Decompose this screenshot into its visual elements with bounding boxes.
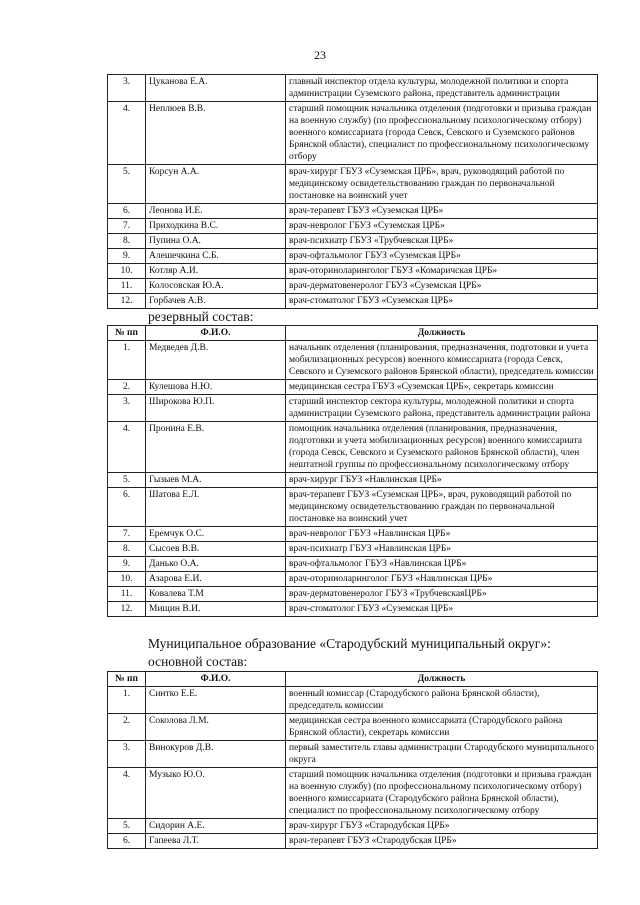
row-fio: Котляр А.И. <box>146 264 286 279</box>
row-position: врач-хирург ГБУЗ «Суземская ЦРБ», врач, руководящий работой по медицинскому освидетельствованию граждан по первоначальной постановке на воинский учет <box>286 165 598 204</box>
row-fio: Азарова Е.И. <box>146 572 286 587</box>
row-fio: Медведев Д.В. <box>146 341 286 380</box>
table-row <box>108 542 598 557</box>
row-position: главный инспектор отдела культуры, молодежной политики и спорта администрации Суземского района, представитель администрации <box>286 75 598 102</box>
row-number: 5. <box>108 819 146 834</box>
reserve-heading: резервный состав: <box>148 309 254 324</box>
table-header-row <box>108 672 598 687</box>
row-number: 8. <box>108 234 146 249</box>
row-number: 6. <box>108 488 146 527</box>
row-position: врач-оториноларинголог ГБУЗ «Комаричская ЦРБ» <box>286 264 598 279</box>
row-number: 4. <box>108 422 146 473</box>
row-fio: Шатова Е.Л. <box>146 488 286 527</box>
page-number: 23 <box>314 48 326 62</box>
row-number: 10. <box>108 264 146 279</box>
row-number: 11. <box>108 279 146 294</box>
row-number: 9. <box>108 557 146 572</box>
table-row <box>108 204 598 219</box>
row-position: врач-стоматолог ГБУЗ «Суземская ЦРБ» <box>286 294 598 309</box>
row-position: военный комиссар (Стародубского района Брянской области), председатель комиссии <box>286 687 598 714</box>
header-position: Должность <box>286 326 598 341</box>
row-fio: Пупина О.А. <box>146 234 286 249</box>
header-fio: Ф.И.О. <box>146 672 286 687</box>
row-number: 10. <box>108 572 146 587</box>
table-row <box>108 422 598 473</box>
municipal-heading: Муниципальное образование «Стародубский муниципальный округ»: <box>148 636 551 651</box>
row-fio: Пронина Е.В. <box>146 422 286 473</box>
row-number: 9. <box>108 249 146 264</box>
row-number: 5. <box>108 165 146 204</box>
row-position: врач-терапевт ГБУЗ «Стародубская ЦРБ» <box>286 834 598 849</box>
commission-table-starodub <box>107 671 598 849</box>
row-fio: Сидорин А.Е. <box>146 819 286 834</box>
row-fio: Леонова И.Е. <box>146 204 286 219</box>
row-fio: Гызыев М.А. <box>146 473 286 488</box>
row-position: медицинская сестра ГБУЗ «Суземская ЦРБ», секретарь комиссии <box>286 380 598 395</box>
table-row <box>108 572 598 587</box>
header-num: № пп <box>108 672 146 687</box>
row-fio: Синтко Е.Е. <box>146 687 286 714</box>
row-fio: Корсун А.А. <box>146 165 286 204</box>
table-row <box>108 234 598 249</box>
row-number: 12. <box>108 294 146 309</box>
row-position: врач-офтальмолог ГБУЗ «Навлинская ЦРБ» <box>286 557 598 572</box>
row-fio: Данько О.А. <box>146 557 286 572</box>
row-position: первый заместитель главы администрации Стародубского муниципального округа <box>286 741 598 768</box>
row-fio: Винокуров Д.В. <box>146 741 286 768</box>
row-position: помощник начальника отделения (планирования, предназначения, подготовки и учета мобилизационных ресурсов) военного комиссариата (города Севск, Севского и Суземского районов Брянской области), член нештатной группы по профессиональному психологическому отбору <box>286 422 598 473</box>
row-fio: Алешечкина С.Б. <box>146 249 286 264</box>
row-position: врач-невролог ГБУЗ «Суземская ЦРБ» <box>286 219 598 234</box>
row-fio: Колосовская Ю.А. <box>146 279 286 294</box>
table-row <box>108 294 598 309</box>
row-position: врач-невролог ГБУЗ «Навлинская ЦРБ» <box>286 527 598 542</box>
row-number: 12. <box>108 602 146 617</box>
row-position: врач-психиатр ГБУЗ «Трубчевская ЦРБ» <box>286 234 598 249</box>
table-row <box>108 395 598 422</box>
commission-table-main <box>107 74 598 309</box>
row-number: 7. <box>108 219 146 234</box>
row-fio: Музыко Ю.О. <box>146 768 286 819</box>
row-position: врач-психиатр ГБУЗ «Навлинская ЦРБ» <box>286 542 598 557</box>
row-number: 1. <box>108 687 146 714</box>
row-number: 3. <box>108 741 146 768</box>
row-position: врач-терапевт ГБУЗ «Суземская ЦРБ», врач, руководящий работой по медицинскому освидетельствованию граждан по первоначальной постановке на воинский учет <box>286 488 598 527</box>
main-composition-heading: основной состав: <box>148 654 248 669</box>
header-fio: Ф.И.О. <box>146 326 286 341</box>
row-number: 5. <box>108 473 146 488</box>
table-row <box>108 75 598 102</box>
table-row <box>108 165 598 204</box>
table-row <box>108 102 598 165</box>
row-number: 7. <box>108 527 146 542</box>
row-position: врач-оториноларинголог ГБУЗ «Навлинская ЦРБ» <box>286 572 598 587</box>
row-fio: Мищин В.И. <box>146 602 286 617</box>
table-row <box>108 819 598 834</box>
row-fio: Цуканова Е.А. <box>146 75 286 102</box>
row-position: старший помощник начальника отделения (подготовки и призыва граждан на военную службу) (по профессиональному психологическому отбору) военного комиссариата (Стародубского района Брянской области), специалист по профессиональному психологическому отбору <box>286 768 598 819</box>
header-position: Должность <box>286 672 598 687</box>
row-position: врач-хирург ГБУЗ «Навлинская ЦРБ» <box>286 473 598 488</box>
row-position: врач-офтальмолог ГБУЗ «Суземская ЦРБ» <box>286 249 598 264</box>
table-row <box>108 279 598 294</box>
row-fio: Соколова Л.М. <box>146 714 286 741</box>
table-row <box>108 602 598 617</box>
row-position: врач-дерматовенеролог ГБУЗ «ТрубчевскаяЦРБ» <box>286 587 598 602</box>
row-fio: Неплюев В.В. <box>146 102 286 165</box>
row-fio: Сысоев В.В. <box>146 542 286 557</box>
table-row <box>108 557 598 572</box>
table-header-row <box>108 326 598 341</box>
row-number: 6. <box>108 834 146 849</box>
table-row <box>108 834 598 849</box>
table-row <box>108 219 598 234</box>
table-row <box>108 714 598 741</box>
row-fio: Горбачев А.В. <box>146 294 286 309</box>
table-row <box>108 264 598 279</box>
row-number: 1. <box>108 341 146 380</box>
table-row <box>108 488 598 527</box>
table-row <box>108 741 598 768</box>
row-position: начальник отделения (планирования, предназначения, подготовки и учета мобилизационных ресурсов) военного комиссариата (города Севск, Севского и Суземского районов Брянской области), председатель комиссии <box>286 341 598 380</box>
table-row <box>108 249 598 264</box>
row-fio: Кулешова Н.Ю. <box>146 380 286 395</box>
row-number: 3. <box>108 395 146 422</box>
table-row <box>108 473 598 488</box>
header-num: № пп <box>108 326 146 341</box>
row-fio: Гапеева Л.Т. <box>146 834 286 849</box>
row-position: врач-стоматолог ГБУЗ «Суземская ЦРБ» <box>286 602 598 617</box>
table-row <box>108 687 598 714</box>
commission-table-reserve <box>107 325 598 617</box>
row-position: врач-хирург ГБУЗ «Стародубская ЦРБ» <box>286 819 598 834</box>
row-number: 11. <box>108 587 146 602</box>
row-position: старший инспектор сектора культуры, молодежной политики и спорта администрации Суземского района, представитель администрации района <box>286 395 598 422</box>
row-number: 4. <box>108 102 146 165</box>
row-position: старший помощник начальника отделения (подготовки и призыва граждан на военную службу) (по профессиональному психологическому отбору) военного комиссариата (города Севск, Севского и Суземского районов Брянской области), специалист по профессиональному психологическому отбору <box>286 102 598 165</box>
row-position: врач-дерматовенеролог ГБУЗ «Суземская ЦРБ» <box>286 279 598 294</box>
row-number: 6. <box>108 204 146 219</box>
row-fio: Широкова Ю.П. <box>146 395 286 422</box>
table-row <box>108 380 598 395</box>
row-fio: Еремчук О.С. <box>146 527 286 542</box>
table-row <box>108 527 598 542</box>
row-position: медицинская сестра военного комиссариата (Стародубского района Брянской области), секретарь комиссии <box>286 714 598 741</box>
table-row <box>108 587 598 602</box>
row-number: 2. <box>108 380 146 395</box>
row-number: 8. <box>108 542 146 557</box>
row-position: врач-терапевт ГБУЗ «Суземская ЦРБ» <box>286 204 598 219</box>
row-number: 2. <box>108 714 146 741</box>
table-row <box>108 768 598 819</box>
table-row <box>108 341 598 380</box>
row-number: 3. <box>108 75 146 102</box>
row-fio: Ковалева Т.М <box>146 587 286 602</box>
row-fio: Приходкина В.С. <box>146 219 286 234</box>
row-number: 4. <box>108 768 146 819</box>
